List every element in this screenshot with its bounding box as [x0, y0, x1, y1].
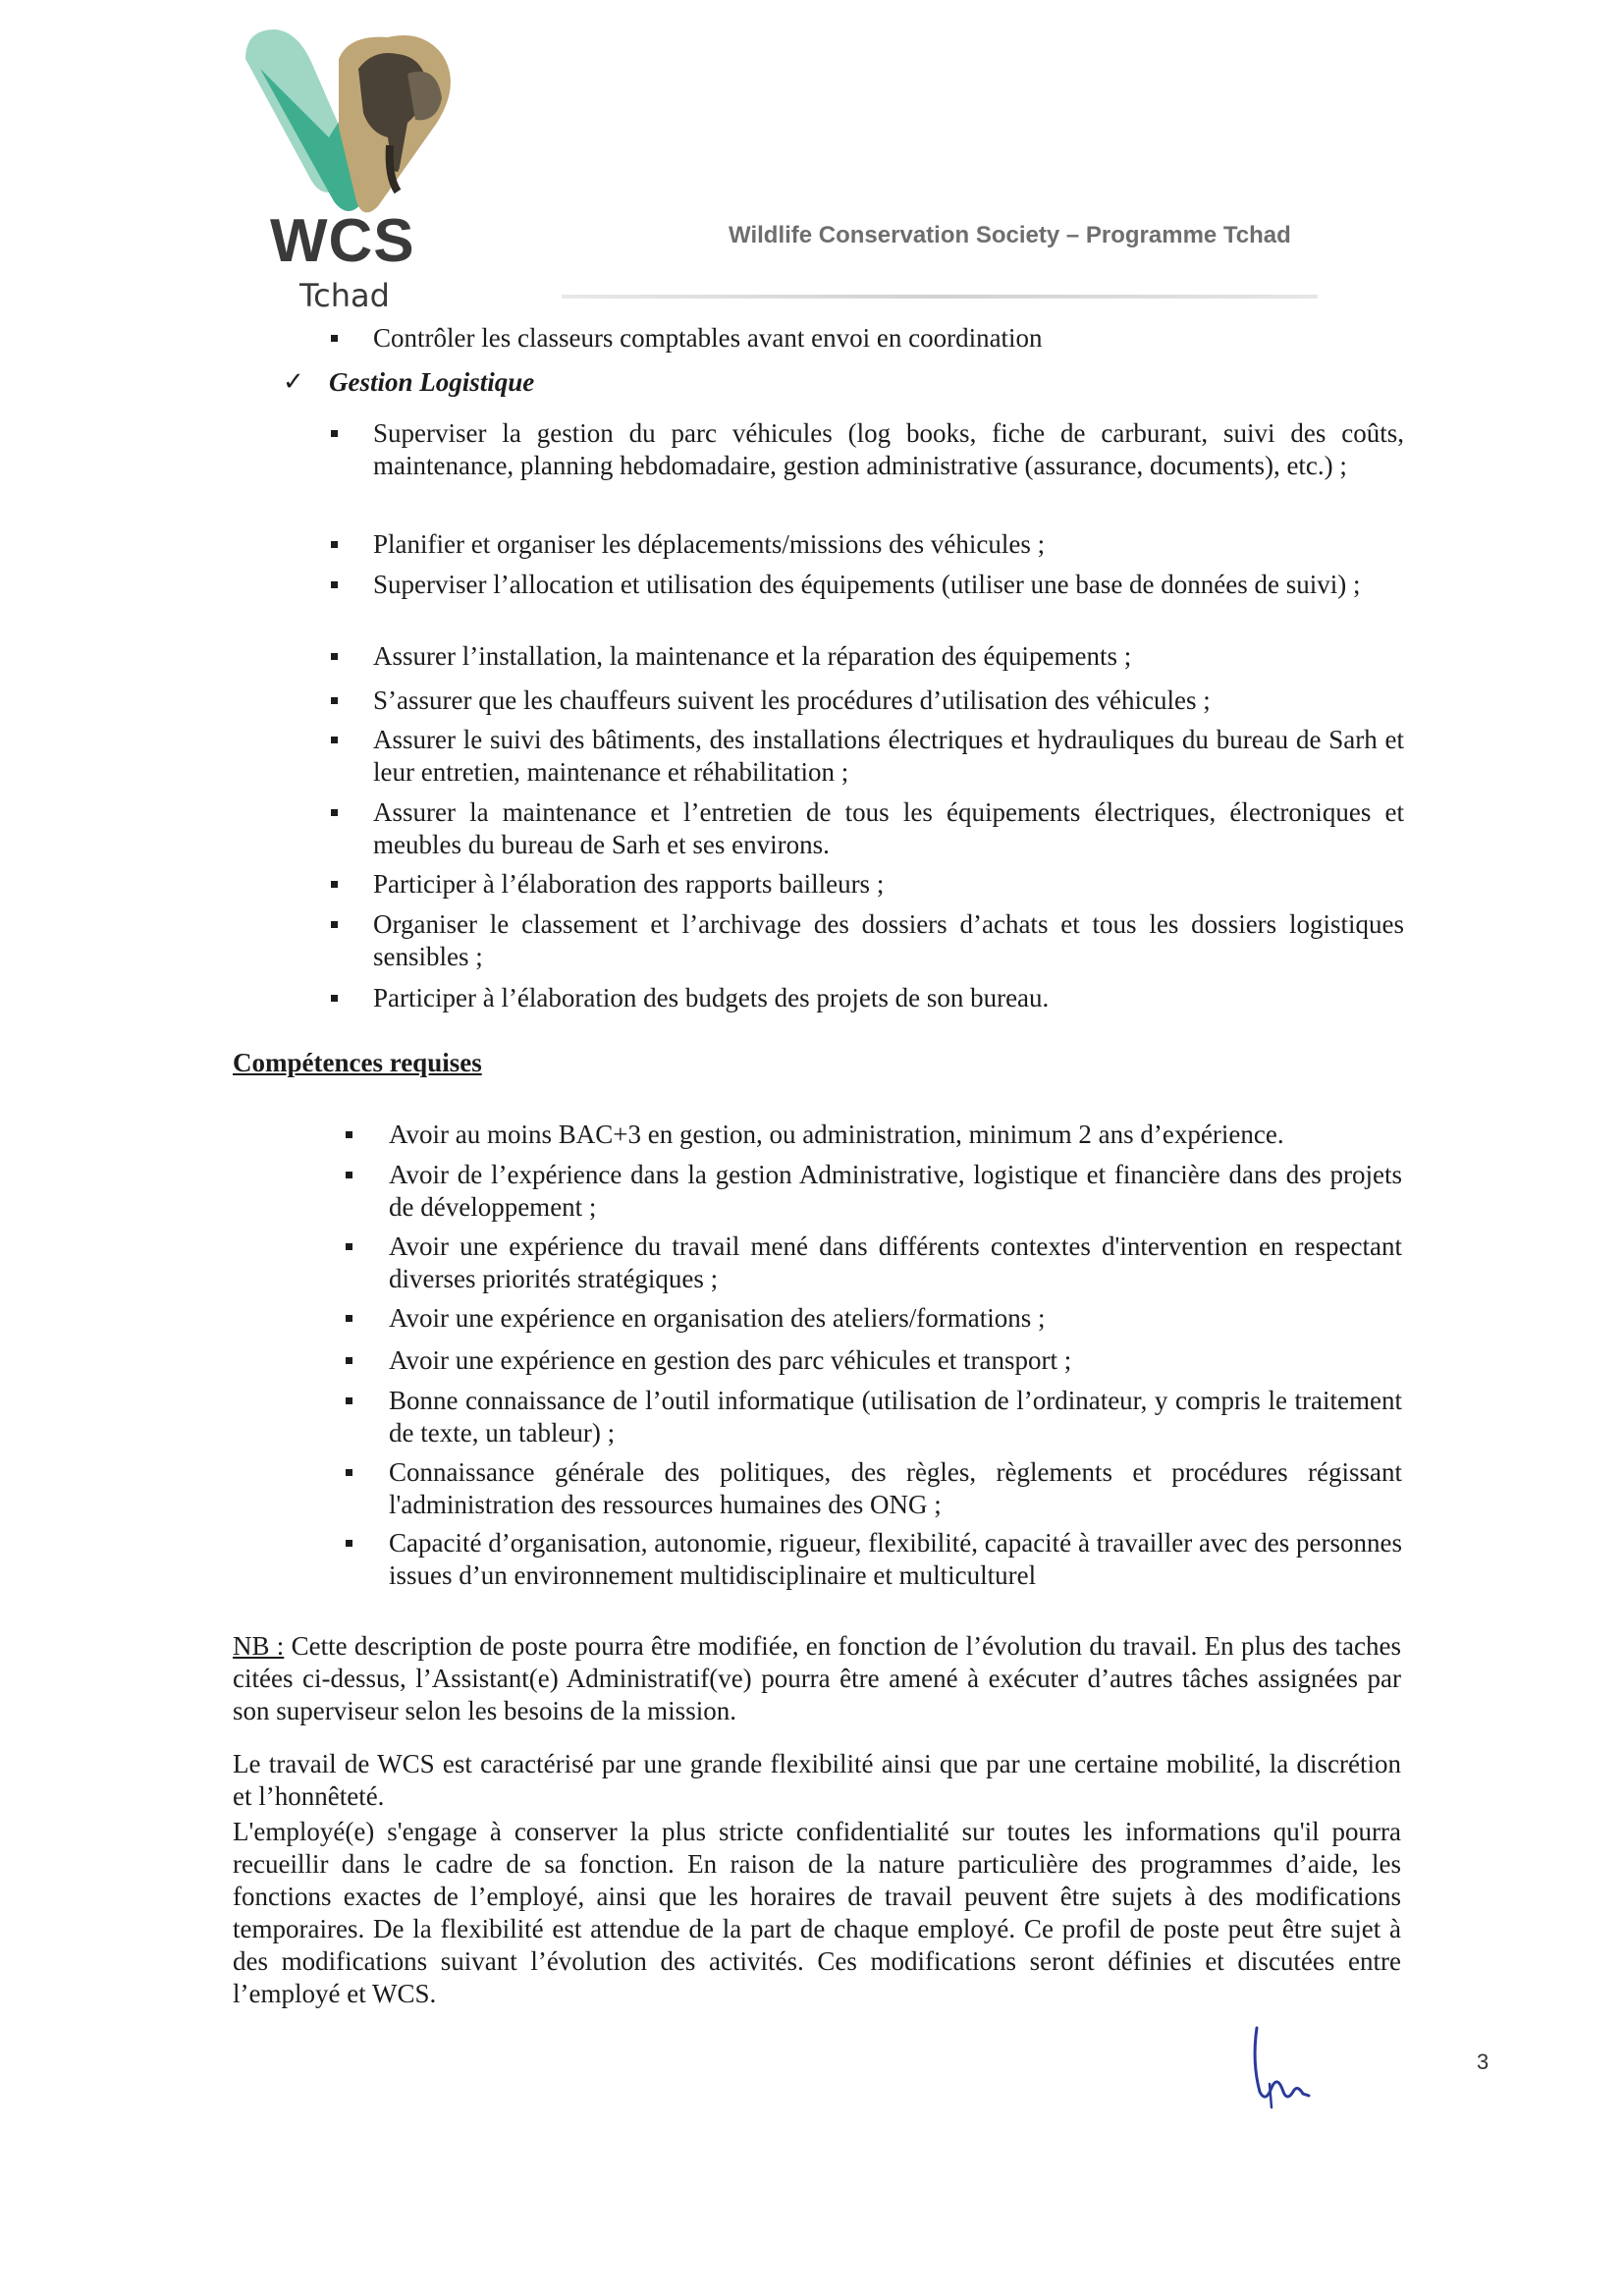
bullet-icon — [346, 1315, 352, 1322]
header-organization: Wildlife Conservation Society – Programme Tchad — [729, 222, 1291, 248]
bullet-icon — [346, 1357, 352, 1364]
bullet-icon — [331, 921, 338, 928]
bullet-icon — [331, 653, 338, 660]
elephant-heart-icon — [241, 29, 466, 216]
logo-subtitle: Tchad — [299, 277, 390, 314]
wcs-logo — [241, 29, 466, 314]
bullet-icon — [331, 737, 338, 743]
bullet-icon — [346, 1540, 352, 1547]
bullet-icon — [331, 541, 338, 548]
bullet-icon — [331, 881, 338, 888]
bullet-icon — [331, 581, 338, 588]
sub-heading-logistique: Gestion Logistique — [329, 367, 535, 397]
document-page: WCS Tchad Wildlife Conservation Society – Programme Tchad Contrôler les classeurs comptables avant envoi en coordination ✓ Gestion Logistique Superviser la gestion du parc véhicules (log books, fiche de carburant, suivi des coûts, maintenance, planning hebdomadaire, gestion administrative (assurance, documents), etc.) ; Planifier et organiser les déplacements/missions des véhicules ; Superviser l’allocation et utilisation des équipements (utiliser une base de données de suivi) ; Assurer l’installation, la maintenance et la réparation des équipements ; S’assurer que les chauffeurs suivent les procédures d’utilisation des véhicules ; Assurer le suivi des bâtiments, des installations électriques et hydrauliques du bureau de Sarh et leur entretien, maintenance et réhabilitation ; Assurer la maintenance et l’entretien de tous les équipements électriques, électroniques et meubles du bureau de Sarh et ses environs. Participer à l’élaboration des rapports bailleurs ; Organiser le classement et l’archivage des dossiers d’achats et tous les dossiers logistiques sensibles ; Participer à l’élaboration des budgets des projets de son bureau. Compétences requises Avoir au moins BAC+3 en gestion, ou administration, minimum 2 ans d’expérience. Avoir de l’expérience dans la gestion Administrative, logistique et financière dans des projets de développement ; Avoir une expérience du travail mené dans différents contextes d'intervention en respectant diverses priorités stratégiques ; Avoir une expérience en organisation des ateliers/formations ; Avoir une expérience en gestion des parc véhicules et transport ; Bonne connaissance de l’outil informatique (utilisation de l’ordinateur, y compris le traitement de texte, un tableur) ; Connaissance générale des politiques, des règles, règlements et procédures régissant l'administration des ressources humaines des ONG ; Capacité d’organisation, autonomie, rigueur, flexibilité, capacité à travailler avec des personnes issues d’un environnement multidisciplinaire et multiculturel NB : Cette description de poste pourra être modifiée, en fonction de l’évolution du travail. En plus des taches citées ci-dessus, l’Assistant(e) Administratif(ve) pourra être amené à exécuter d’autres tâches assignées par son superviseur selon les besoins de la mission. Le travail de WCS est caractérisé par une grande flexibilité ainsi que par une certaine mobilité, la discrétion et l’honnêteté. L'employé(e) s'engage à conserver la plus stricte confidentialité sur toutes les informations qu'il pourra recueillir dans le cadre de sa fonction. En raison de la nature particulière des programmes d’aide, les fonctions exactes de l’employé, ainsi que les horaires de travail peuvent être sujets à des modifications temporaires. De la flexibilité est attendue de la part de chaque employé. Ce profil de poste peut être sujet à des modifications suivant l’évolution des activités. Ces modifications seront définies et discutées entre l’employé et WCS. 3 — [0, 0, 1624, 2296]
nb-paragraph — [233, 1630, 1401, 1727]
paragraph-2: L'employé(e) s'engage à conserver la plus stricte confidentialité sur toutes les informations qu'il pourra recueillir dans le cadre de sa fonction. En raison de la nature particulière des programmes d’aide, les fonctions exactes de l’employé, ainsi que les horaires de travail peuvent être sujets à des modifications temporaires. De la flexibilité est attendue de la part de chaque employé. Ce profil de poste peut être sujet à des modifications suivant l’évolution des activités. Ces modifications seront définies et discutées entre l’employé et WCS. — [233, 1817, 1401, 2008]
paragraph-1: Le travail de WCS est caractérisé par une grande flexibilité ainsi que par une certaine mobilité, la discrétion et l’honnêteté. — [233, 1749, 1401, 1811]
bullet-icon — [346, 1172, 352, 1178]
page-number: 3 — [1477, 2050, 1489, 2074]
nb-label: NB : — [233, 1631, 285, 1661]
bullet-icon — [331, 809, 338, 816]
bullet-icon — [331, 995, 338, 1002]
section-heading-competences: Compétences requises — [233, 1048, 482, 1077]
bullet-icon — [331, 697, 338, 704]
nb-text: Cette description de poste pourra être modifiée, en fonction de l’évolution du travail. En plus des taches citées ci-dessus, l’Assistant(e) Administratif(ve) pourra être amené à exécuter d’autres tâches assignées par son superviseur selon les besoins de la mission. — [233, 1631, 1401, 1725]
check-icon: ✓ — [283, 367, 304, 397]
bullet-icon — [346, 1243, 352, 1250]
header-divider — [562, 295, 1318, 299]
bullet-icon — [331, 430, 338, 437]
bullet-icon — [331, 335, 338, 342]
bullet-icon — [346, 1397, 352, 1404]
bullet-icon — [346, 1131, 352, 1138]
logo-wordmark: WCS — [270, 207, 415, 275]
signature — [1242, 2023, 1321, 2111]
bullet-icon — [346, 1469, 352, 1476]
